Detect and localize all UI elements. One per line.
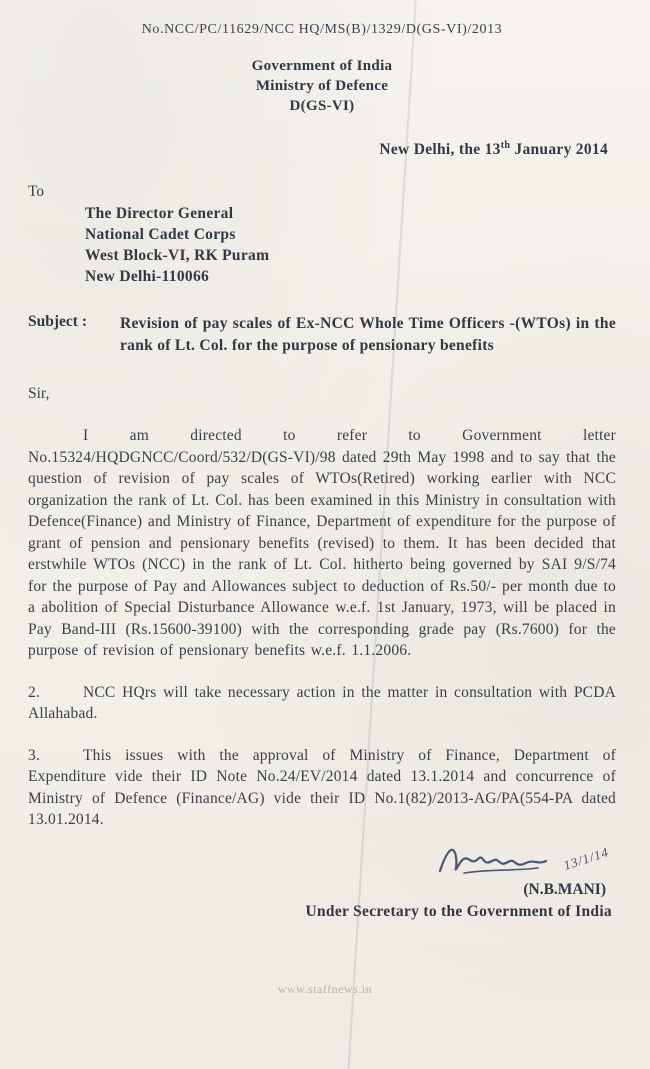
subject-row: [28, 313, 616, 357]
paragraph-3-number: 3.: [28, 746, 41, 764]
org-line-ministry: Ministry of Defence: [255, 78, 389, 94]
subject-text: Revision of pay scales of Ex-NCC Whole Time Officers -(WTOs) in the rank of Lt. Col. for the purpose of pensionary benefits: [120, 315, 616, 355]
addressee-line: West Block-VI, RK Puram: [85, 247, 270, 265]
date-pre: New Delhi, the 13: [379, 141, 501, 159]
paragraph-2: [28, 682, 616, 725]
reference-number: No.NCC/PC/11629/NCC HQ/MS(B)/1329/D(GS-VI)/2013: [141, 22, 503, 37]
addressee-block: [85, 203, 616, 287]
paragraph-1: I am directed to refer to Government letter No.15324/HQDGNCC/Coord/532/D(GS-VI)/98 dated 29th May 1998 and to say that the question of revision of pay scales of WTOs(Retired) working earlier with NCC organization the rank of Lt. Col. has been examined in this Ministry in consultation with Defence(Finance) and Ministry of Finance, Department of expenditure for the purpose of grant of pension and pensionary benefits (revised) to them. It has been decided that erstwhile WTOs (NCC) in the rank of Lt. Col. hitherto being governed by SAI 9/S/74 for the purpose of Pay and Allowances subject to deduction of Rs.50/- per month due to a abolition of Special Disturbance Allowance w.e.f. 1st January, 1973, will be placed in Pay Band-III (Rs.15600-39100) with the corresponding grade pay (Rs.7600) for the purpose of revision of pensionary benefits w.e.f. 1.1.2006.: [28, 427, 616, 660]
addressee-line: National Cadet Corps: [85, 226, 236, 244]
date-ordinal: th: [500, 140, 511, 151]
paragraph-2-text: NCC HQrs will take necessary action in the matter in consultation with PCDA Allahabad.: [28, 683, 616, 723]
signatory-name: (N.B.MANI): [523, 880, 606, 898]
paragraph-3-text: This issues with the approval of Ministry of Finance, Department of Expenditure vide their ID Note No.24/EV/2014 dated 13.1.2014 and concurrence of Ministry of Defence (Finance/AG) vide their ID No.1(82)/2013-AG/PA(554-PA dated 13.01.2014.: [28, 746, 616, 829]
org-line-division: D(GS-VI): [289, 98, 355, 114]
watermark-text: www.staffnews.in: [277, 982, 373, 996]
paragraph-3: [28, 745, 616, 831]
date-post: January 2014: [510, 141, 608, 159]
subject-label: Subject :: [28, 313, 87, 331]
signatory-title: Under Secretary to the Government of India: [305, 902, 612, 920]
handwritten-signature-icon: [434, 837, 564, 881]
signature-area: [28, 837, 616, 937]
handwritten-date: 13/1/14: [561, 843, 612, 873]
place-date-line: [28, 140, 616, 159]
to-label: To: [28, 183, 45, 201]
addressee-line: The Director General: [85, 205, 234, 223]
org-line-government: Government of India: [251, 58, 393, 74]
paragraph-2-number: 2.: [28, 683, 41, 701]
salutation: Sir,: [28, 385, 50, 403]
org-header: [28, 56, 616, 116]
addressee-line: New Delhi-110066: [85, 268, 210, 286]
